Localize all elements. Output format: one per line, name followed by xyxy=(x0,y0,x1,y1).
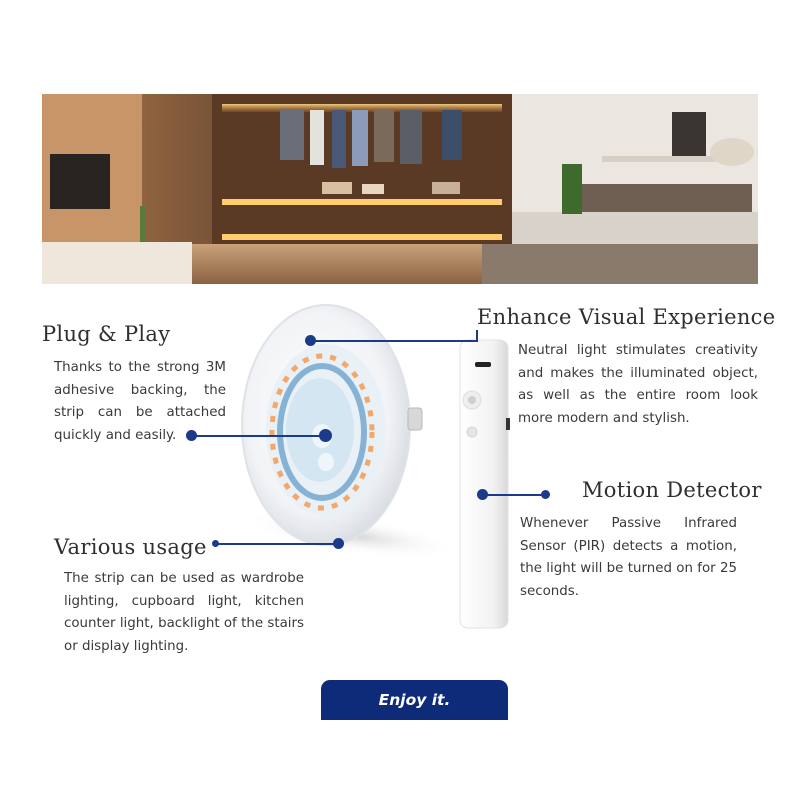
visual-callout-riser xyxy=(476,330,478,342)
plug-play-callout-line xyxy=(191,435,323,437)
visual-experience-heading: Enhance Visual Experience xyxy=(477,305,776,329)
usage-callout-line xyxy=(214,543,338,545)
plug-play-heading: Plug & Play xyxy=(42,322,171,346)
motion-callout-end-dot xyxy=(541,490,550,499)
enjoy-it-button[interactable] xyxy=(321,680,508,720)
motion-detector-heading: Motion Detector xyxy=(582,478,762,502)
various-usage-description: The strip can be used as wardrobe lighting, cupboard light, kitchen counter light, backlight of the stairs or display lighting. xyxy=(64,571,304,654)
visual-callout-end-dot xyxy=(305,335,316,346)
motion-callout-start-dot xyxy=(477,489,488,500)
various-usage-heading: Various usage xyxy=(54,535,207,559)
plug-play-callout-start-dot xyxy=(186,430,197,441)
visual-callout-line xyxy=(310,340,476,342)
motion-detector-description: Whenever Passive Infrared Sensor (PIR) detects a motion, the light will be turned on for 25 seconds. xyxy=(520,516,737,599)
visual-experience-description: Neutral light stimulates creativity and makes the illuminated object, as well as the entire room look more modern and stylish. xyxy=(518,343,758,426)
usage-callout-start-dot xyxy=(212,540,219,547)
bedroom-closet-photo xyxy=(42,94,758,284)
usage-callout-end-dot xyxy=(333,538,344,549)
plug-play-callout-end-dot xyxy=(319,429,332,442)
enjoy-it-label: Enjoy it. xyxy=(378,691,451,709)
motion-callout-line xyxy=(484,494,546,496)
plug-play-description: Thanks to the strong 3M adhesive backing, the strip can be attached quickly and easily. xyxy=(54,360,226,443)
